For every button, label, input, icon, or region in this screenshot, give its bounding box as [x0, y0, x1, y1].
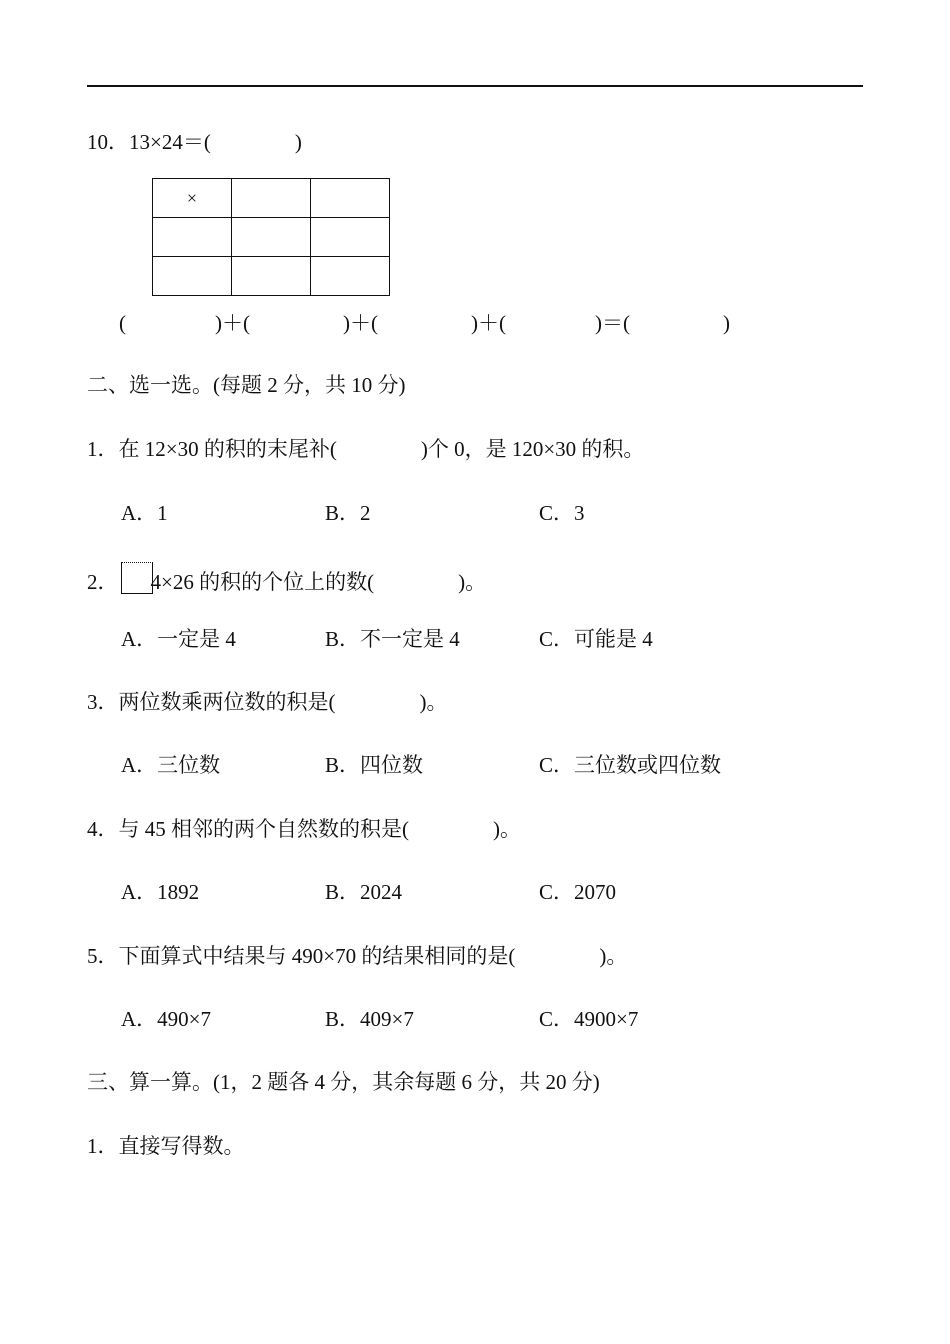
sum-part: )＋( — [343, 311, 378, 335]
s2-q2-prefix: 2． — [87, 570, 119, 594]
s2-q3-option-b[interactable]: B．四位数 — [325, 753, 424, 777]
top-rule — [87, 85, 863, 87]
s2-q1-option-c[interactable]: C．3 — [539, 501, 585, 525]
grid-cell[interactable] — [311, 179, 390, 218]
s3-q1-stem: 1．直接写得数。 — [87, 1134, 245, 1158]
grid-cell-times: × — [153, 179, 232, 218]
q10-stem: 10．13×24＝( ) — [87, 130, 302, 154]
sum-paren-close: ) — [723, 311, 730, 335]
grid-cell[interactable] — [232, 257, 311, 296]
s2-q4-stem: 4．与 45 相邻的两个自然数的积是( )。 — [87, 817, 521, 841]
s2-q4-option-b[interactable]: B．2024 — [325, 880, 403, 904]
sum-part: )＋( — [471, 311, 506, 335]
s2-q2-stem — [87, 562, 486, 596]
s2-q4-option-a[interactable]: A．1892 — [121, 880, 200, 904]
digit-box[interactable] — [121, 562, 153, 594]
s2-q3-option-a[interactable]: A．三位数 — [121, 753, 221, 777]
grid-cell[interactable] — [311, 218, 390, 257]
s2-q3-option-c[interactable]: C．三位数或四位数 — [539, 753, 722, 777]
s2-q1-option-a[interactable]: A．1 — [121, 501, 168, 525]
s2-q2-option-c[interactable]: C．可能是 4 — [539, 627, 653, 651]
sum-part: )＝( — [595, 311, 630, 335]
section3-heading: 三、算一算。(1，2 题各 4 分，其余每题 6 分，共 20 分) — [87, 1070, 600, 1094]
s2-q2-option-b[interactable]: B．不一定是 4 — [325, 627, 460, 651]
s2-q5-stem: 5．下面算式中结果与 490×70 的结果相同的是( )。 — [87, 944, 628, 968]
s2-q4-option-c[interactable]: C．2070 — [539, 880, 617, 904]
section2-heading: 二、选一选。(每题 2 分，共 10 分) — [87, 373, 406, 397]
s2-q1-option-b[interactable]: B．2 — [325, 501, 371, 525]
s2-q5-option-a[interactable]: A．490×7 — [121, 1007, 212, 1031]
grid-cell[interactable] — [232, 179, 311, 218]
grid-cell[interactable] — [232, 218, 311, 257]
s2-q1-stem: 1．在 12×30 的积的末尾补( )个 0，是 120×30 的积。 — [87, 437, 645, 461]
sum-part: )＋( — [215, 311, 250, 335]
multiplication-grid — [152, 178, 390, 296]
s2-q2-stem-rest: 4×26 的积的个位上的数( )。 — [150, 570, 487, 594]
s2-q5-option-b[interactable]: B．409×7 — [325, 1007, 414, 1031]
s2-q5-option-c[interactable]: C．4900×7 — [539, 1007, 639, 1031]
sum-paren-open: ( — [119, 311, 126, 335]
grid-cell[interactable] — [311, 257, 390, 296]
grid-cell[interactable] — [153, 257, 232, 296]
s2-q3-stem: 3．两位数乘两位数的积是( )。 — [87, 690, 448, 714]
s2-q2-option-a[interactable]: A．一定是 4 — [121, 627, 236, 651]
grid-cell[interactable] — [153, 218, 232, 257]
